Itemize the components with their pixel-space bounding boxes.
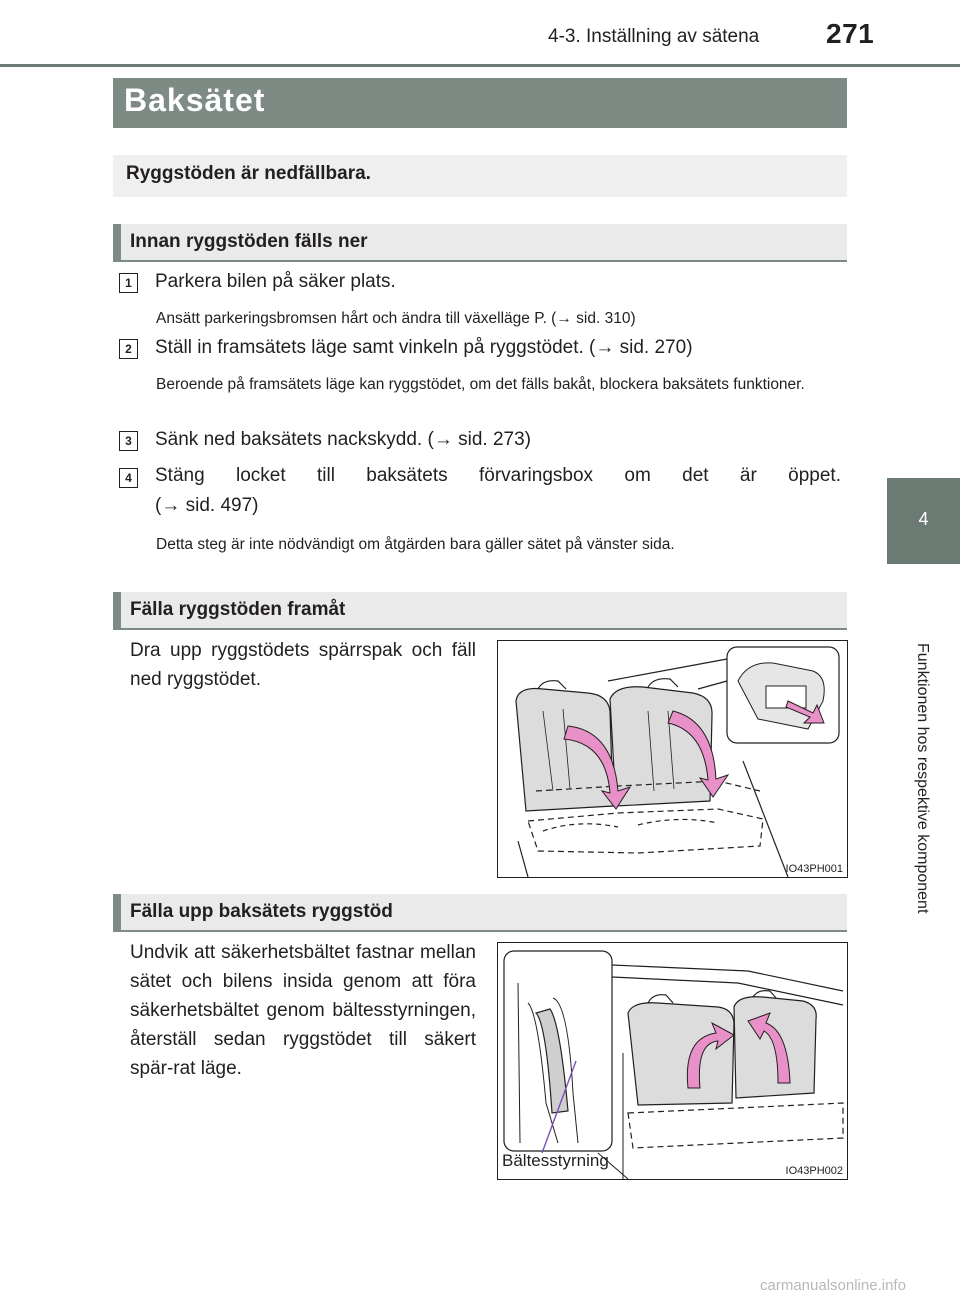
subheading-marker [113,894,121,930]
subheading-marker [113,224,121,260]
subheading-before-fold-text: Innan ryggstöden fälls ner [130,231,368,252]
step-2-text: Ställ in framsätets läge samt vinkeln på ryggstödet. (→ sid. 270) [155,337,693,358]
rear-seat-illustration [498,641,847,877]
fold-up-body: Undvik att säkerhetsbältet fastnar mellan sätet och bilens insida genom att föra säkerhetsbältet genom bältesstyrningen, återställ sedan ryggstödet till säkert spär-rat läge. [130,942,476,1079]
step-1-text: Parkera bilen på säker plats. [155,271,396,292]
chapter-number: 4 [918,509,929,529]
figure-code: IO43PH001 [785,863,843,875]
page-number: 271 [826,18,875,49]
step-1-note: Ansätt parkeringsbromsen hårt och ändra till växelläge P. (→ sid. 310) [156,310,636,327]
step-4-note: Detta steg är inte nödvändigt om åtgärden bara gäller sätet på vänster sida. [156,536,675,553]
step-number-2: 2 [119,339,138,359]
belt-guide-label: Bältesstyrning [502,1151,609,1170]
step-4-text: Stäng locket till baksätets förvaringsbox om det är öppet. [155,465,841,486]
page-title: Baksätet [124,82,266,118]
step-number-3: 3 [119,431,138,451]
section-header: 4-3. Inställning av sätena [548,26,760,47]
intro-text: Ryggstöden är nedfällbara. [126,163,371,184]
figure-fold-up [497,942,848,1180]
step-3-text: Sänk ned baksätets nackskydd. (→ sid. 273) [155,429,531,450]
watermark: carmanualsonline.info [760,1277,906,1294]
fold-forward-body: Dra upp ryggstödets spärrspak och fäll ned ryggstödet. [130,640,476,690]
subheading-fold-forward-text: Fälla ryggstöden framåt [130,599,346,620]
figure-fold-forward [497,640,848,878]
subheading-fold-up-text: Fälla upp baksätets ryggstöd [130,901,393,922]
step-number-4: 4 [119,468,138,488]
header-rule [0,64,960,67]
step-4-text-ref: (→ sid. 497) [155,495,259,516]
step-number-1: 1 [119,273,138,293]
figure-code: IO43PH002 [785,1165,843,1177]
belt-guide-illustration [498,943,847,1179]
subheading-marker [113,592,121,628]
chapter-label: Funktionen hos respektive komponent [914,643,931,914]
step-2-note: Beroende på framsätets läge kan ryggstödet, om det fälls bakåt, blockera baksätets funktioner. [156,376,805,393]
